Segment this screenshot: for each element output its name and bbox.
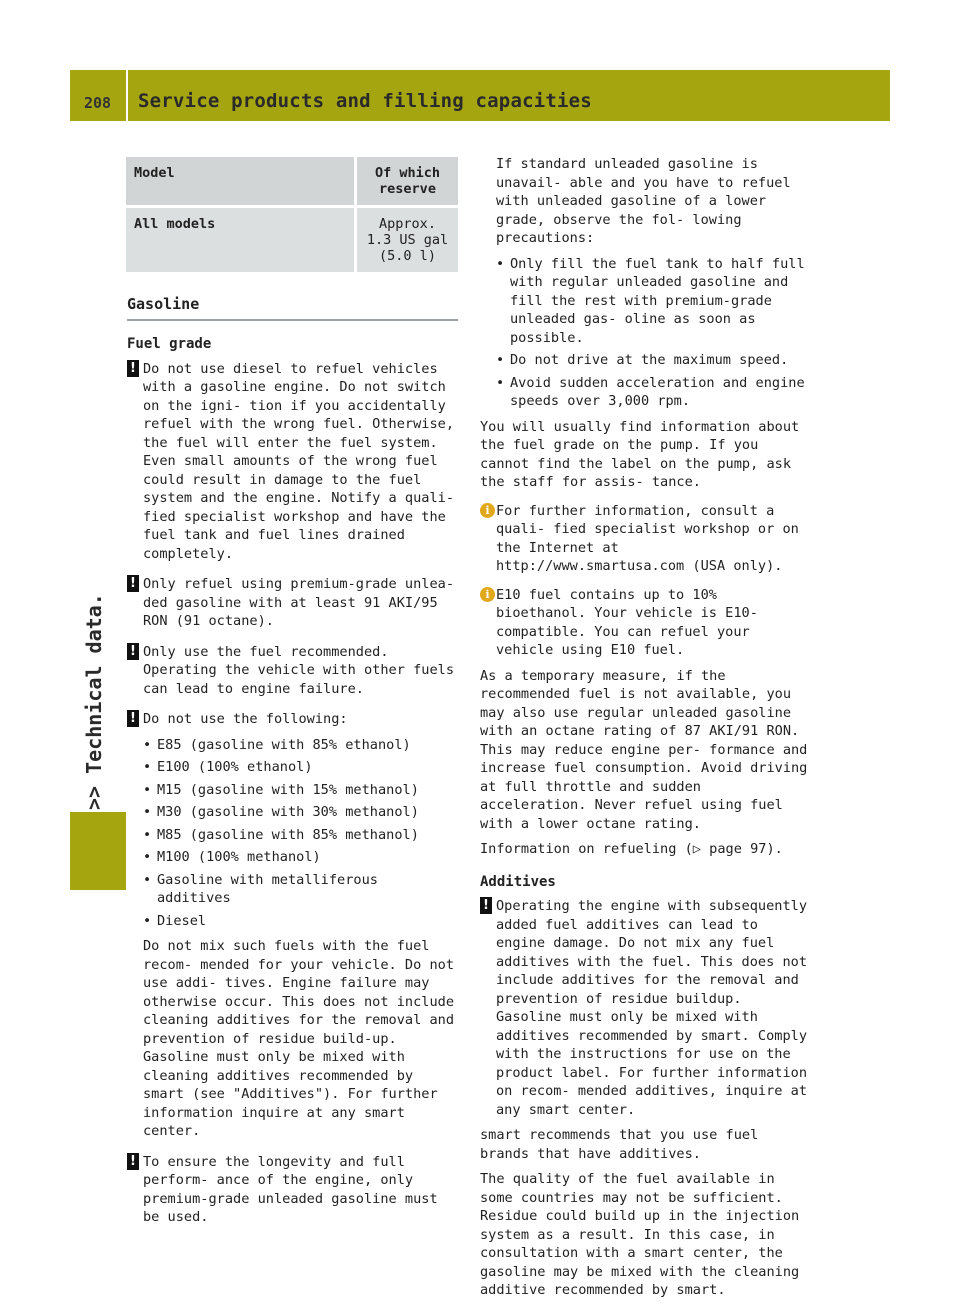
- warning-text: Operating the engine with subsequently added fuel additives can lead to engine damage. Do not mix any fuel additives with the fuel. This does not include additives for the removal and prevention of residue buildup. Gasoline must only be mixed with additives recommended by smart. Comply with the instructions for use on the product label. For further information on recom- mended additives, inquire at any smart center.: [496, 898, 807, 1118]
- list-item: • Avoid sudden acceleration and engine speeds over 3,000 rpm.: [496, 374, 812, 411]
- forbidden-fuels-list: [127, 736, 459, 931]
- left-column: [127, 335, 459, 1234]
- fuel-grade-heading: Fuel grade: [127, 336, 212, 352]
- table-header-row: [126, 157, 458, 205]
- warning-icon: !: [127, 360, 139, 377]
- side-label-box: [82, 580, 112, 810]
- additives-heading: Additives: [480, 873, 556, 890]
- table-cell-reserve: [354, 208, 458, 272]
- warning-icon: !: [480, 897, 492, 914]
- list-item: • Do not drive at the maximum speed.: [496, 351, 812, 370]
- section-title: Gasoline: [127, 295, 458, 321]
- warning-note: [127, 643, 459, 699]
- warning-icon: !: [127, 710, 139, 727]
- list-item: • Gasoline with metalliferous additives: [143, 871, 459, 908]
- info-note: [480, 502, 812, 576]
- table-cell-model: All models: [126, 208, 354, 272]
- warning-note: [127, 710, 459, 729]
- warning-text: Do not use diesel to refuel vehicles with a gasoline engine. Do not switch on the igni- tion if you accidentally refuel with the wrong fuel. Otherwise, the fuel will enter the fuel system. Even small amounts of the wrong fuel could result in damage to the fuel system and the engine. Notify a quali- fied specialist workshop and have the fuel tank and fuel lines drained completely.: [143, 360, 454, 562]
- table-header-model: Model: [126, 157, 354, 205]
- paragraph: smart recommends that you use fuel brands that have additives.: [480, 1127, 759, 1162]
- warning-note: [127, 575, 459, 631]
- reserve-line-3: (5.0 l): [379, 248, 436, 264]
- paragraph: You will usually find information about the fuel grade on the pump. If you cannot find the label on the pump, ask the staff for assis- tance.: [480, 418, 800, 490]
- list-item: • M100 (100% methanol): [143, 848, 459, 867]
- list-item: • M85 (gasoline with 85% methanol): [143, 826, 459, 845]
- reserve-line-1: Approx.: [379, 216, 436, 232]
- warning-text: Only use the fuel recommended. Operating the vehicle with other fuels can lead to engine failure.: [143, 643, 454, 697]
- reserve-line-2: 1.3 US gal: [366, 232, 449, 248]
- paragraph: Do not mix such fuels with the fuel recom- mended for your vehicle. Do not use addi- tives. Engine failure may otherwise occur. This does not include cleaning additives for the removal and prevention of residue build-up. Gasoline must only be mixed with cleaning additives recommended by smart (see "Additives"). For further information inquire at any smart center.: [143, 938, 454, 1139]
- warning-note: [127, 360, 459, 564]
- paragraph: The quality of the fuel available in some countries may not be sufficient. Residue could build up in the injection system as a result. In this case, in consultation with a smart center, the gasoline may be mixed with the cleaning additive recommended by smart.: [480, 1171, 800, 1298]
- info-icon: i: [480, 503, 495, 518]
- paragraph: As a temporary measure, if the recommended fuel is not available, you may also use regular unleaded gasoline with an octane rating of 87 AKI/91 RON. This may reduce engine per- formance and increase fuel consumption. Avoid driving at full throttle and sudden acceleration. Never refuel using fuel with a lower octane rating.: [480, 667, 808, 832]
- list-item: • Only fill the fuel tank to half full with regular unleaded gasoline and fill the rest with premium-grade unleaded gas- oline as soon as possible.: [496, 255, 812, 348]
- warning-text: Only refuel using premium-grade unlea- ded gasoline with at least 91 AKI/95 RON (91 octane).: [143, 576, 454, 629]
- paragraph: If standard unleaded gasoline is unavail- able and you have to refuel with unleaded gasoline of a lower grade, observe the fol- lowing precautions:: [496, 156, 791, 246]
- precautions-list: [480, 255, 812, 411]
- page-title: Service products and filling capacities: [138, 90, 592, 112]
- table-header-reserve: Of which reserve: [354, 157, 458, 205]
- info-note: [480, 586, 812, 660]
- warning-icon: !: [127, 643, 139, 660]
- table-row: [126, 208, 458, 272]
- warning-icon: !: [127, 575, 139, 592]
- list-item: • E100 (100% ethanol): [143, 758, 459, 777]
- paragraph: Information on refueling (▷ page 97).: [480, 841, 783, 857]
- side-label: >> Technical data.: [82, 593, 106, 810]
- warning-icon: !: [127, 1153, 139, 1170]
- info-icon: i: [480, 587, 495, 602]
- page-number: 208: [84, 94, 112, 112]
- list-item: • E85 (gasoline with 85% ethanol): [143, 736, 459, 755]
- warning-note: [127, 1153, 459, 1227]
- side-tab: [70, 812, 126, 890]
- list-item: • M15 (gasoline with 15% methanol): [143, 781, 459, 800]
- warning-text: To ensure the longevity and full perform- ance of the engine, only premium-grade unleaded gasoline must be used.: [143, 1153, 438, 1225]
- right-column: [480, 155, 812, 1307]
- warning-note: [480, 897, 812, 1119]
- info-text: For further information, consult a quali- fied specialist workshop or on the Internet at http://www.smartusa.com (USA only).: [496, 502, 799, 574]
- warning-text: Do not use the following:: [143, 711, 348, 727]
- capacity-table: [126, 154, 458, 275]
- page-number-box: [70, 70, 126, 121]
- list-item: • M30 (gasoline with 30% methanol): [143, 803, 459, 822]
- page-header: [128, 70, 890, 121]
- info-text: E10 fuel contains up to 10% bioethanol. Your vehicle is E10-compatible. You can refuel your vehicle using E10 fuel.: [496, 586, 758, 658]
- list-item: • Diesel: [143, 912, 459, 931]
